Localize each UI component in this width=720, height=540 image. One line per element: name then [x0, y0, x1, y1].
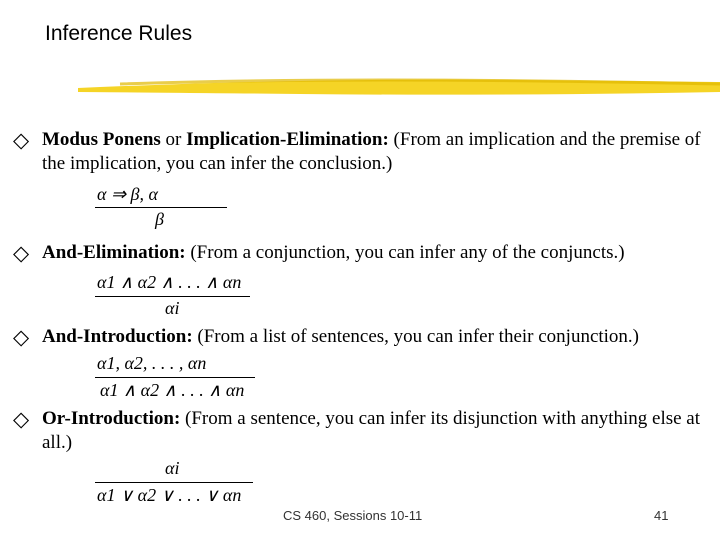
rule-description: (From a conjunction, you can infer any of the conjuncts.): [190, 242, 625, 263]
inference-bar: [95, 377, 255, 378]
rule-or-introduction: Or-Introduction: (From a sentence, you can infer its disjunction with anything else at all.): [42, 408, 701, 453]
rule-conclusion: αi: [165, 298, 180, 318]
rule-alt-name: Implication-Elimination: [186, 129, 383, 150]
rule-name: And-Elimination: [42, 242, 180, 263]
inference-bar: [95, 482, 253, 483]
rule-description: (From an implication and the premise of the implication, you can infer the conclusion.): [42, 129, 701, 174]
rule-premise: α1 ∧ α2 ∧ . . . ∧ αn: [97, 272, 242, 292]
rule-description: (From a sentence, you can infer its disjunction with anything else at all.): [42, 408, 701, 453]
rule-premise: αi: [165, 458, 180, 478]
rule-modus-ponens: Modus Ponens or Implication-Elimination: (From an implication and the premise of the implication, you can infer the conclusion.): [42, 129, 701, 174]
rule-conclusion: β: [155, 209, 164, 229]
page-number: 41: [654, 508, 669, 523]
rule-premise: α ⇒ β, α: [97, 184, 158, 204]
rule-name: And-Introduction: [42, 326, 187, 347]
inference-bar: [95, 207, 227, 208]
bullet-diamond-icon: ◇: [13, 128, 30, 152]
bullet-diamond-icon: ◇: [13, 407, 30, 431]
footer-course: CS 460, Sessions 10-11: [283, 508, 423, 523]
rule-premise: α1, α2, . . . , αn: [97, 353, 207, 373]
rule-name: Or-Introduction: [42, 408, 174, 429]
slide-title: Inference Rules: [45, 22, 193, 45]
bullet-diamond-icon: ◇: [13, 325, 30, 349]
rule-name: Modus Ponens: [42, 129, 161, 150]
rule-description: (From a list of sentences, you can infer their conjunction.): [197, 326, 640, 347]
bullet-diamond-icon: ◇: [13, 241, 30, 265]
inference-bar: [95, 296, 250, 297]
rule-connector: or: [165, 129, 182, 150]
rule-and-introduction: And-Introduction: (From a list of sentences, you can infer their conjunction.): [42, 326, 640, 347]
rule-conclusion: α1 ∧ α2 ∧ . . . ∧ αn: [100, 380, 245, 400]
title-underline-highlight: [0, 0, 720, 110]
rule-conclusion: α1 ∨ α2 ∨ . . . ∨ αn: [97, 485, 242, 505]
rule-and-elimination: And-Elimination: (From a conjunction, you can infer any of the conjuncts.): [42, 242, 625, 263]
